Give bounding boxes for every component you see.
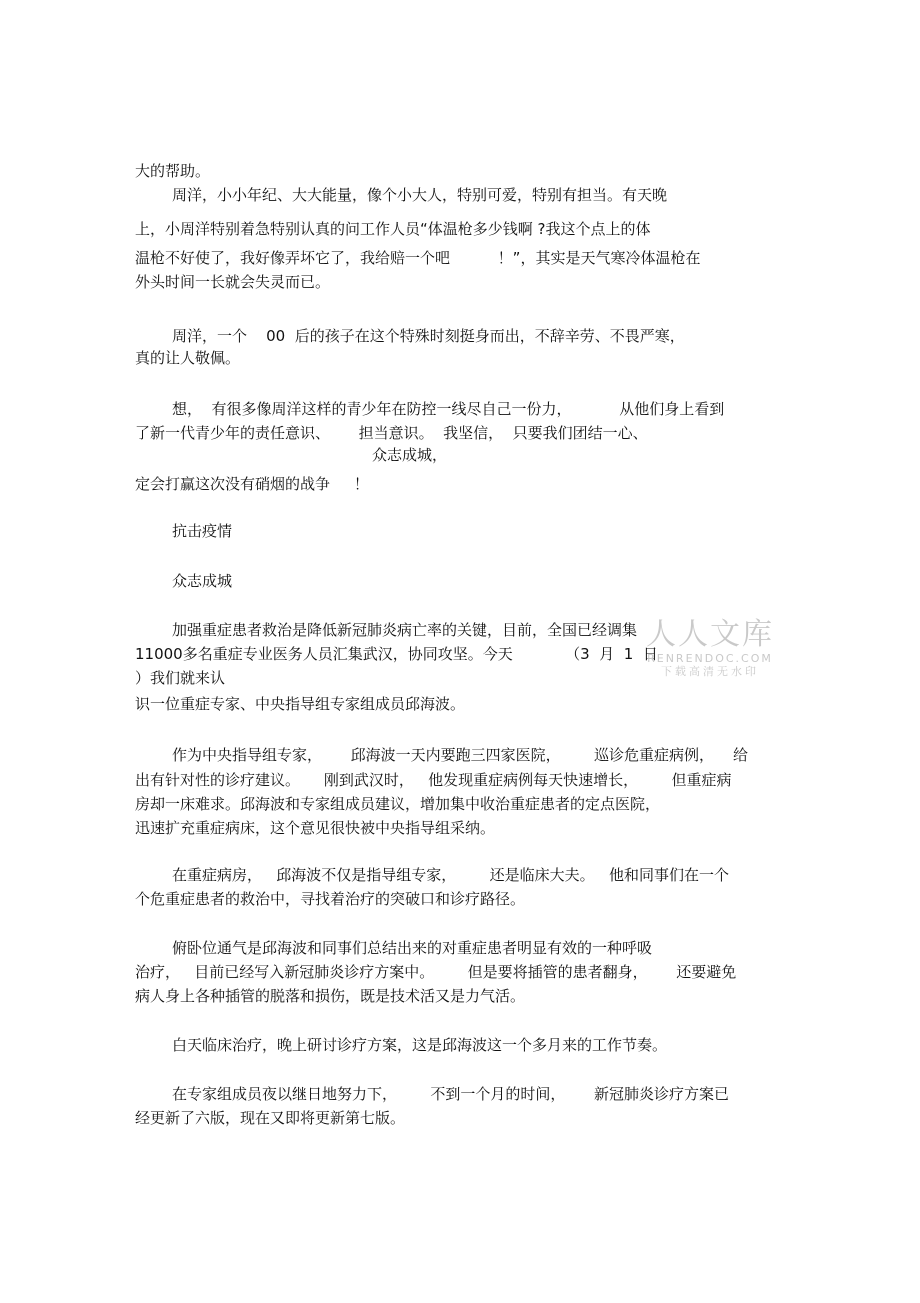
text-line: 在专家组成员夜以继日地努力下， 不到一个月的时间， 新冠肺炎诊疗方案已 <box>172 1085 729 1103</box>
text-line: 外头时间一长就会失灵而已。 <box>135 273 331 291</box>
section-heading: 众志成城 <box>172 572 233 590</box>
text-line: 白天临床治疗，晚上研讨诊疗方案，这是邱海波这一个多月来的工作节奏。 <box>172 1036 668 1054</box>
text-line: 11000多名重症专业医务人员汇集武汉，协同攻坚。今天 （3 月 1 日 <box>135 645 658 663</box>
text-line: 温枪不好使了，我好像弄坏它了，我给赔一个吧 ！”，其实是天气寒冷体温枪在 <box>135 249 701 267</box>
watermark <box>640 618 780 679</box>
text-line: 作为中央指导组专家， 邱海波一天内要跑三四家医院， 巡诊危重症病例， 给 <box>172 746 749 764</box>
text-line: 真的让人敬佩。 <box>135 349 241 367</box>
text-line: 病人身上各种插管的脱落和损伤，既是技术活又是力气活。 <box>135 987 526 1005</box>
text-line: 治疗， 目前已经写入新冠肺炎诊疗方案中。 但是要将插管的患者翻身， 还要避免 <box>135 963 737 981</box>
text-line: 周洋，小小年纪、大大能量，像个小大人，特别可爱，特别有担当。有天晚 <box>172 186 668 204</box>
text-line: 在重症病房， 邱海波不仅是指导组专家， 还是临床大夫。 他和同事们在一个 <box>172 866 729 884</box>
text-line: 加强重症患者救治是降低新冠肺炎病亡率的关键，目前，全国已经调集 <box>172 621 638 639</box>
text-line: 众志成城， <box>372 446 448 464</box>
text-line: 迅速扩充重症病床，这个意见很快被中央指导组采纳。 <box>135 819 496 837</box>
section-heading: 抗击疫情 <box>172 522 233 540</box>
text-line: 大的帮助。 <box>135 162 211 180</box>
text-line: 定会打赢这次没有硝烟的战争 ！ <box>135 475 369 493</box>
text-line: 俯卧位通气是邱海波和同事们总结出来的对重症患者明显有效的一种呼吸 <box>172 939 653 957</box>
text-line: 出有针对性的诊疗建议。 刚到武汉时， 他发现重症病例每天快速增长， 但重症病 <box>135 771 732 789</box>
watermark-logo: 人人文库 <box>646 617 774 652</box>
text-line: 经更新了六版，现在又即将更新第七版。 <box>135 1109 406 1127</box>
text-line: 周洋，一个 00 后的孩子在这个特殊时刻挺身而出，不辞辛劳、不畏严寒， <box>172 327 685 345</box>
text-line: 想， 有很多像周洋这样的青少年在防控一线尽自己一份力， 从他们身上看到 <box>172 400 725 418</box>
text-line: 了新一代青少年的责任意识、 担当意识。 我坚信， 只要我们团结一心、 <box>135 424 648 442</box>
text-line: 上，小周洋特别着急特别认真的问工作人员“体温枪多少钱啊 ?我这个点上的体 <box>135 220 651 238</box>
text-line: ）我们就来认 <box>135 669 226 687</box>
text-line: 个危重症患者的救治中，寻找着治疗的突破口和诊疗路径。 <box>135 890 526 908</box>
text-line: 识一位重症专家、中央指导组专家组成员邱海波。 <box>135 695 466 713</box>
text-line: 房却一床难求。邱海波和专家组成员建议，增加集中收治重症患者的定点医院， <box>135 795 661 813</box>
watermark-tagline: 下载高清无水印 <box>661 665 759 678</box>
watermark-url: RENRENDOC.COM <box>647 652 773 665</box>
